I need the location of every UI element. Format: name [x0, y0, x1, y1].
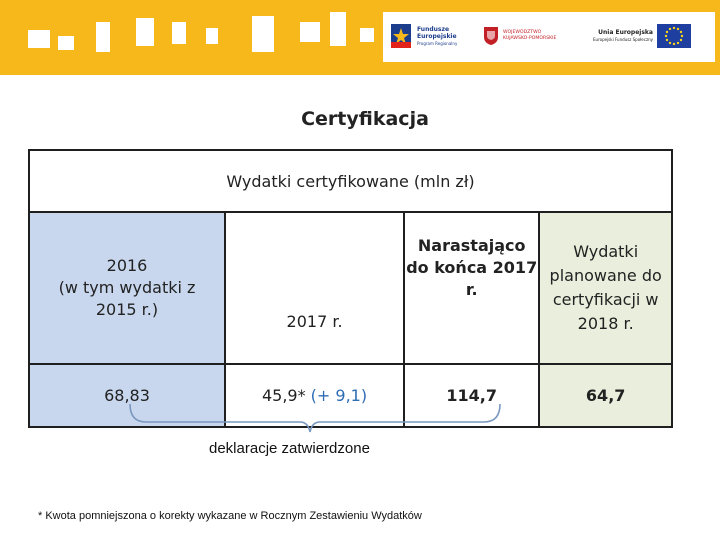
kp-line1: WOJEWÓDZTWO [503, 30, 542, 35]
grouping-brace [128, 400, 506, 440]
value-2017-main: 45,9* [261, 386, 311, 405]
page-title: Certyfikacja [301, 108, 429, 130]
coat-of-arms-icon [483, 26, 499, 46]
banner-decoration [206, 28, 218, 44]
unia-europejska-logo [593, 24, 691, 48]
top-banner [0, 0, 720, 75]
banner-decoration [96, 22, 110, 52]
column-2016: 2016 (w tym wydatki z 2015 r.) [29, 212, 225, 364]
eu-flag-icon [657, 24, 691, 48]
kp-line2: KUJAWSKO-POMORSKIE [503, 36, 557, 41]
fe-star-icon [389, 22, 413, 50]
ue-sub: Europejski Fundusz Społeczny [593, 37, 653, 42]
banner-decoration [360, 28, 374, 42]
value-cumulative: 114,7 [404, 364, 539, 427]
table-header: Wydatki certyfikowane (mln zł) [29, 150, 672, 212]
banner-decoration [300, 22, 320, 42]
column-planned-2018: Wydatki planowane do certyfikacji w 2018 r. [539, 212, 672, 364]
logo-strip [383, 12, 715, 62]
fe-line1: Fundusze [417, 25, 450, 33]
banner-decoration [172, 22, 186, 44]
banner-decoration [136, 18, 154, 46]
column-cumulative: Narastająco do końca 2017 r. [404, 212, 539, 364]
value-planned-2018: 64,7 [539, 364, 672, 427]
footnote: * Kwota pomniejszona o korekty wykazane w Rocznym Zestawieniu Wydatków [38, 510, 422, 522]
brace-label: deklaracje zatwierdzone [209, 440, 370, 457]
ue-line1: Unia Europejska [598, 29, 653, 36]
banner-decoration [252, 16, 274, 52]
fundusze-europejskie-logo [389, 22, 457, 50]
banner-decoration [330, 12, 346, 46]
fe-sub: Program Regionalny [417, 40, 458, 46]
value-2016: 68,83 [29, 364, 225, 427]
certification-table [28, 149, 673, 428]
kujawsko-pomorskie-logo [483, 26, 556, 46]
value-2017-extra: (+ 9,1) [310, 386, 368, 405]
column-2017: 2017 r. [225, 212, 404, 364]
banner-decoration [28, 30, 50, 48]
banner-decoration [58, 36, 74, 50]
fe-line2: Europejskie [417, 32, 457, 40]
